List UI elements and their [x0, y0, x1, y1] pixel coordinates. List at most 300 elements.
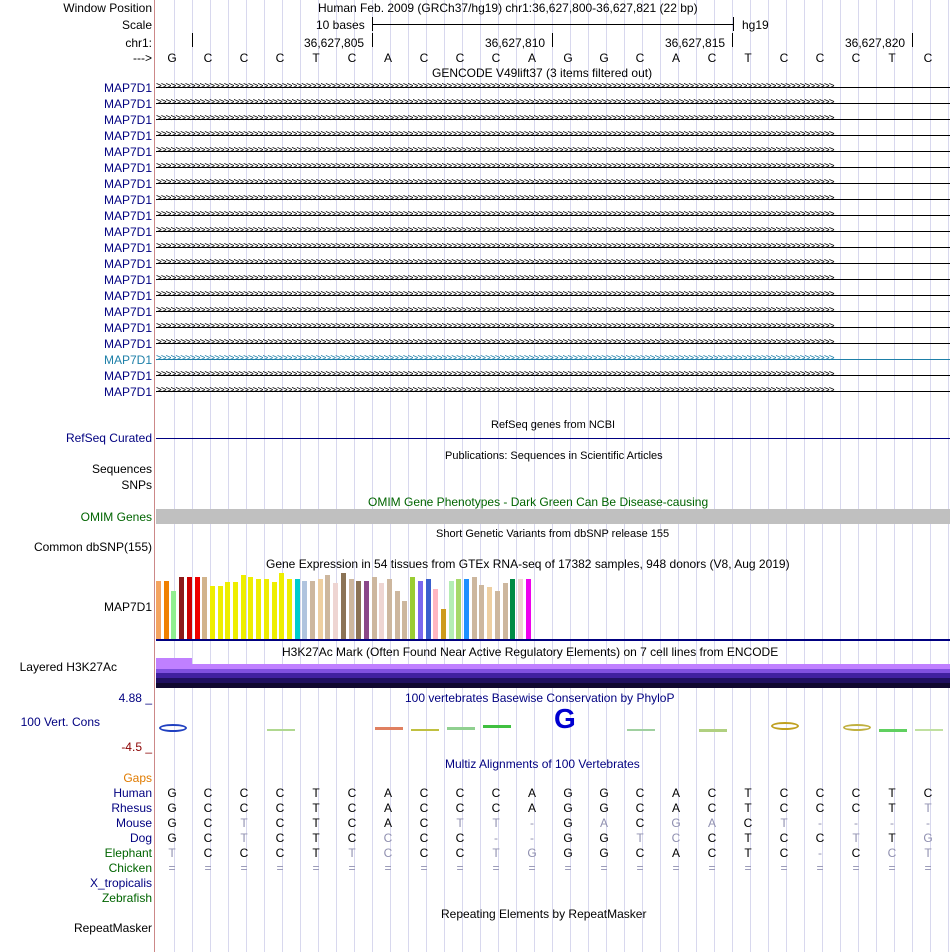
repeatmasker-label[interactable]: RepeatMasker: [73, 921, 152, 935]
grid-line: [732, 0, 733, 952]
window-position-label: Window Position: [63, 1, 152, 15]
scale-right-tick: [733, 17, 734, 31]
reference-base: C: [203, 51, 213, 65]
gencode-transcript-label[interactable]: MAP7D1: [103, 209, 152, 223]
multiz-base: T: [852, 831, 860, 845]
phylop-title: 100 vertebrates Basewise Conservation by PhyloP: [405, 691, 675, 705]
multiz-species-label[interactable]: X_tropicalis: [89, 876, 152, 890]
ruler-tick: [372, 33, 373, 47]
phylop-logo-letter: [267, 729, 295, 731]
gencode-strand-arrows: >>>>>>>>>>>>>>>>>>>>>>>>>>>>>>>>>>>>>>>>>>>>>>>>>>>>>>>>>>>>>>>>>>>>>>>>>>>>>>>>>>>>>>>>>>>>>>>>>>>>>>>>>>>>>>>>>>>>>>>>>>>>>>>>>>>>>>>>>>>>: [156, 241, 834, 252]
multiz-base: -: [494, 831, 498, 845]
grid-line: [768, 0, 769, 952]
gtex-tissue-bar[interactable]: [164, 581, 169, 639]
multiz-base: -: [854, 816, 858, 830]
multiz-base: C: [635, 801, 645, 815]
phylop-min-label: -4.5 _: [121, 740, 152, 754]
gtex-tissue-bar[interactable]: [472, 577, 477, 639]
gtex-tissue-bar[interactable]: [318, 579, 323, 639]
gencode-transcript-label[interactable]: MAP7D1: [103, 225, 152, 239]
multiz-base: T: [924, 846, 932, 860]
gtex-tissue-bar[interactable]: [356, 581, 361, 639]
gtex-tissue-bar[interactable]: [379, 583, 384, 639]
gencode-strand-arrows: >>>>>>>>>>>>>>>>>>>>>>>>>>>>>>>>>>>>>>>>>>>>>>>>>>>>>>>>>>>>>>>>>>>>>>>>>>>>>>>>>>>>>>>>>>>>>>>>>>>>>>>>>>>>>>>>>>>>>>>>>>>>>>>>>>>>>>>>>>>>: [156, 145, 834, 156]
gtex-tissue-bar[interactable]: [495, 591, 500, 639]
gencode-transcript-label[interactable]: MAP7D1: [103, 337, 152, 351]
grid-line: [624, 0, 625, 952]
gtex-tissue-bar[interactable]: [487, 587, 492, 639]
gencode-transcript-label[interactable]: MAP7D1: [103, 145, 152, 159]
multiz-base: T: [240, 816, 248, 830]
gtex-tissue-bar[interactable]: [341, 573, 346, 639]
gtex-tissue-bar[interactable]: [387, 579, 392, 639]
phylop-max-label: 4.88 _: [118, 691, 152, 705]
multiz-base: =: [276, 861, 284, 875]
reference-base: C: [275, 51, 285, 65]
multiz-base: C: [707, 801, 717, 815]
multiz-base: =: [528, 861, 536, 875]
publications-snps-label[interactable]: SNPs: [121, 478, 152, 492]
multiz-base: C: [347, 801, 357, 815]
grid-line: [192, 0, 193, 952]
phylop-logo-letter: [159, 724, 187, 732]
multiz-base: C: [851, 786, 861, 800]
multiz-base: -: [530, 816, 534, 830]
gtex-tissue-bar[interactable]: [402, 601, 407, 639]
reference-base: T: [888, 51, 896, 65]
multiz-base: C: [383, 846, 393, 860]
gtex-tissue-bar[interactable]: [433, 589, 438, 639]
gtex-tissue-bar[interactable]: [364, 581, 369, 639]
gtex-tissue-bar[interactable]: [156, 581, 161, 639]
reference-base: C: [815, 51, 825, 65]
multiz-base: A: [527, 786, 536, 800]
reference-base: A: [671, 51, 680, 65]
multiz-base: C: [419, 816, 429, 830]
multiz-species-label[interactable]: Dog: [129, 831, 152, 845]
multiz-base: G: [563, 801, 573, 815]
multiz-base: C: [635, 846, 645, 860]
multiz-base: C: [239, 786, 249, 800]
phylop-logo-letter: [447, 727, 475, 730]
multiz-base: C: [923, 786, 933, 800]
phylop-logo-letter: [879, 729, 907, 732]
multiz-base: =: [348, 861, 356, 875]
multiz-base: C: [455, 831, 465, 845]
gencode-strand-arrows: >>>>>>>>>>>>>>>>>>>>>>>>>>>>>>>>>>>>>>>>>>>>>>>>>>>>>>>>>>>>>>>>>>>>>>>>>>>>>>>>>>>>>>>>>>>>>>>>>>>>>>>>>>>>>>>>>>>>>>>>>>>>>>>>>>>>>>>>>>>>: [156, 81, 834, 92]
multiz-base: T: [888, 801, 896, 815]
multiz-base: -: [818, 816, 822, 830]
reference-base: C: [347, 51, 357, 65]
multiz-base: A: [671, 786, 680, 800]
gtex-tissue-bar[interactable]: [410, 577, 415, 639]
gtex-tissue-bar[interactable]: [256, 579, 261, 639]
gencode-strand-arrows: >>>>>>>>>>>>>>>>>>>>>>>>>>>>>>>>>>>>>>>>>>>>>>>>>>>>>>>>>>>>>>>>>>>>>>>>>>>>>>>>>>>>>>>>>>>>>>>>>>>>>>>>>>>>>>>>>>>>>>>>>>>>>>>>>>>>>>>>>>>>: [156, 289, 834, 300]
multiz-base: C: [275, 801, 285, 815]
multiz-base: C: [347, 786, 357, 800]
reference-base: G: [563, 51, 573, 65]
multiz-base: -: [530, 831, 534, 845]
multiz-base: C: [455, 846, 465, 860]
grid-line: [660, 0, 661, 952]
multiz-base: =: [312, 861, 320, 875]
grid-line: [840, 0, 841, 952]
gtex-tissue-bar[interactable]: [441, 609, 446, 639]
multiz-base: =: [816, 861, 824, 875]
gtex-tissue-bar[interactable]: [518, 579, 523, 639]
gtex-tissue-bar[interactable]: [195, 577, 200, 639]
multiz-base: A: [527, 801, 536, 815]
multiz-base: C: [347, 831, 357, 845]
multiz-base: T: [744, 831, 752, 845]
multiz-base: G: [599, 846, 609, 860]
gtex-tissue-bar[interactable]: [449, 581, 454, 639]
ruler-tick: [912, 33, 913, 47]
multiz-base: C: [887, 846, 897, 860]
dbsnp-label[interactable]: Common dbSNP(155): [33, 540, 152, 554]
multiz-base: T: [312, 816, 320, 830]
reference-base: C: [779, 51, 789, 65]
refseq-feature[interactable]: [156, 438, 950, 439]
grid-line: [948, 0, 949, 952]
multiz-base: T: [780, 816, 788, 830]
multiz-title: Multiz Alignments of 100 Vertebrates: [445, 757, 640, 771]
multiz-base: T: [744, 801, 752, 815]
reference-base: T: [744, 51, 752, 65]
multiz-base: C: [275, 846, 285, 860]
publications-title: Publications: Sequences in Scientific Articles: [445, 450, 663, 462]
gtex-tissue-bar[interactable]: [503, 583, 508, 639]
multiz-base: C: [635, 816, 645, 830]
multiz-base: G: [563, 786, 573, 800]
multiz-base: =: [420, 861, 428, 875]
multiz-base: =: [384, 861, 392, 875]
gencode-transcript-label[interactable]: MAP7D1: [103, 97, 152, 111]
multiz-base: G: [167, 831, 177, 845]
multiz-base: A: [383, 801, 392, 815]
multiz-base: =: [168, 861, 176, 875]
gtex-tissue-bar[interactable]: [187, 577, 192, 639]
multiz-base: =: [888, 861, 896, 875]
reference-base: G: [599, 51, 609, 65]
multiz-base: C: [419, 846, 429, 860]
multiz-base: C: [707, 786, 717, 800]
gencode-title: GENCODE V49lift37 (3 items filtered out): [432, 66, 653, 80]
multiz-base: G: [563, 816, 573, 830]
reference-base: C: [707, 51, 717, 65]
grid-line: [696, 0, 697, 952]
gencode-transcript-label[interactable]: MAP7D1: [103, 289, 152, 303]
grid-line: [480, 0, 481, 952]
gencode-transcript-label[interactable]: MAP7D1: [103, 113, 152, 127]
gencode-strand-arrows: >>>>>>>>>>>>>>>>>>>>>>>>>>>>>>>>>>>>>>>>>>>>>>>>>>>>>>>>>>>>>>>>>>>>>>>>>>>>>>>>>>>>>>>>>>>>>>>>>>>>>>>>>>>>>>>>>>>>>>>>>>>>>>>>>>>>>>>>>>>>: [156, 353, 834, 364]
multiz-base: C: [203, 846, 213, 860]
phylop-logo-letter: [483, 725, 511, 728]
gtex-tissue-bar[interactable]: [510, 579, 515, 639]
h3k27ac-layer: [156, 683, 950, 688]
multiz-species-label[interactable]: Mouse: [115, 816, 152, 830]
gtex-baseline: [156, 639, 950, 641]
multiz-base: C: [779, 786, 789, 800]
gtex-tissue-bar[interactable]: [295, 579, 300, 639]
gencode-transcript-label[interactable]: MAP7D1: [103, 273, 152, 287]
gtex-tissue-bar[interactable]: [479, 585, 484, 639]
gencode-strand-arrows: >>>>>>>>>>>>>>>>>>>>>>>>>>>>>>>>>>>>>>>>>>>>>>>>>>>>>>>>>>>>>>>>>>>>>>>>>>>>>>>>>>>>>>>>>>>>>>>>>>>>>>>>>>>>>>>>>>>>>>>>>>>>>>>>>>>>>>>>>>>>: [156, 113, 834, 124]
multiz-base: G: [527, 846, 537, 860]
multiz-base: C: [239, 846, 249, 860]
multiz-base: =: [636, 861, 644, 875]
gtex-tissue-bar[interactable]: [372, 577, 377, 639]
multiz-base: C: [203, 816, 213, 830]
multiz-base: T: [168, 846, 176, 860]
grid-line: [912, 0, 913, 952]
multiz-base: -: [926, 816, 930, 830]
ruler-tick-label: 36,627,815: [665, 36, 726, 50]
reference-base: C: [851, 51, 861, 65]
gencode-transcript-label[interactable]: MAP7D1: [103, 369, 152, 383]
reference-base: G: [167, 51, 177, 65]
grid-line: [228, 0, 229, 952]
gencode-transcript-label[interactable]: MAP7D1: [103, 353, 152, 367]
gtex-tissue-bar[interactable]: [210, 586, 215, 639]
reference-base: A: [383, 51, 392, 65]
multiz-base: G: [167, 801, 177, 815]
gencode-strand-arrows: >>>>>>>>>>>>>>>>>>>>>>>>>>>>>>>>>>>>>>>>>>>>>>>>>>>>>>>>>>>>>>>>>>>>>>>>>>>>>>>>>>>>>>>>>>>>>>>>>>>>>>>>>>>>>>>>>>>>>>>>>>>>>>>>>>>>>>>>>>>>: [156, 209, 834, 220]
multiz-base: A: [383, 786, 392, 800]
omim-label[interactable]: OMIM Genes: [80, 510, 152, 524]
reference-base: C: [419, 51, 429, 65]
gencode-strand-arrows: >>>>>>>>>>>>>>>>>>>>>>>>>>>>>>>>>>>>>>>>>>>>>>>>>>>>>>>>>>>>>>>>>>>>>>>>>>>>>>>>>>>>>>>>>>>>>>>>>>>>>>>>>>>>>>>>>>>>>>>>>>>>>>>>>>>>>>>>>>>>: [156, 129, 834, 140]
multiz-base: =: [672, 861, 680, 875]
strand-label: --->: [133, 51, 152, 65]
multiz-base: T: [312, 801, 320, 815]
gtex-tissue-bar[interactable]: [279, 573, 284, 639]
multiz-species-label[interactable]: Zebrafish: [101, 891, 152, 905]
multiz-base: G: [167, 786, 177, 800]
multiz-base: C: [851, 801, 861, 815]
multiz-base: T: [312, 786, 320, 800]
multiz-base: =: [240, 861, 248, 875]
multiz-base: =: [204, 861, 212, 875]
gtex-tissue-bar[interactable]: [272, 582, 277, 639]
gtex-tissue-bar[interactable]: [310, 581, 315, 639]
multiz-base: =: [744, 861, 752, 875]
phylop-logo-letter: [411, 729, 439, 731]
gencode-transcript-label[interactable]: MAP7D1: [103, 305, 152, 319]
multiz-base: C: [635, 786, 645, 800]
gencode-strand-arrows: >>>>>>>>>>>>>>>>>>>>>>>>>>>>>>>>>>>>>>>>>>>>>>>>>>>>>>>>>>>>>>>>>>>>>>>>>>>>>>>>>>>>>>>>>>>>>>>>>>>>>>>>>>>>>>>>>>>>>>>>>>>>>>>>>>>>>>>>>>>>: [156, 97, 834, 108]
multiz-base: =: [852, 861, 860, 875]
scale-text: 10 bases: [316, 18, 365, 32]
multiz-base: T: [744, 786, 752, 800]
phylop-logo-letter: [771, 722, 799, 730]
multiz-base: T: [636, 831, 644, 845]
multiz-base: C: [419, 786, 429, 800]
gtex-tissue-bar[interactable]: [333, 583, 338, 639]
multiz-base: A: [707, 816, 716, 830]
multiz-base: C: [707, 846, 717, 860]
refseq-label[interactable]: RefSeq Curated: [65, 431, 152, 445]
multiz-base: T: [312, 846, 320, 860]
multiz-base: C: [275, 816, 285, 830]
multiz-base: G: [167, 816, 177, 830]
gencode-strand-arrows: >>>>>>>>>>>>>>>>>>>>>>>>>>>>>>>>>>>>>>>>>>>>>>>>>>>>>>>>>>>>>>>>>>>>>>>>>>>>>>>>>>>>>>>>>>>>>>>>>>>>>>>>>>>>>>>>>>>>>>>>>>>>>>>>>>>>>>>>>>>>: [156, 161, 834, 172]
multiz-base: T: [888, 831, 896, 845]
multiz-base: C: [671, 831, 681, 845]
multiz-base: C: [455, 786, 465, 800]
multiz-base: G: [671, 816, 681, 830]
multiz-base: C: [851, 846, 861, 860]
gencode-strand-arrows: >>>>>>>>>>>>>>>>>>>>>>>>>>>>>>>>>>>>>>>>>>>>>>>>>>>>>>>>>>>>>>>>>>>>>>>>>>>>>>>>>>>>>>>>>>>>>>>>>>>>>>>>>>>>>>>>>>>>>>>>>>>>>>>>>>>>>>>>>>>>: [156, 321, 834, 332]
reference-base: C: [635, 51, 645, 65]
grid-line: [336, 0, 337, 952]
phylop-logo-letter: [627, 729, 655, 731]
phylop-logo-letter: [843, 724, 871, 731]
multiz-base: T: [924, 801, 932, 815]
gtex-tissue-bar[interactable]: [349, 579, 354, 639]
ruler-tick-label: 36,627,820: [845, 36, 906, 50]
multiz-base: T: [312, 831, 320, 845]
multiz-base: C: [491, 786, 501, 800]
gencode-strand-arrows: >>>>>>>>>>>>>>>>>>>>>>>>>>>>>>>>>>>>>>>>>>>>>>>>>>>>>>>>>>>>>>>>>>>>>>>>>>>>>>>>>>>>>>>>>>>>>>>>>>>>>>>>>>>>>>>>>>>>>>>>>>>>>>>>>>>>>>>>>>>>: [156, 193, 834, 204]
multiz-species-label[interactable]: Human: [113, 786, 152, 800]
multiz-base: T: [348, 846, 356, 860]
gtex-tissue-bar[interactable]: [464, 579, 469, 639]
multiz-base: -: [818, 846, 822, 860]
phylop-logo-letter: [915, 729, 943, 731]
reference-base: C: [491, 51, 501, 65]
multiz-species-label[interactable]: Elephant: [104, 846, 152, 860]
phylop-label[interactable]: 100 Vert. Cons: [20, 715, 100, 729]
multiz-base: C: [707, 831, 717, 845]
gencode-transcript-label[interactable]: MAP7D1: [103, 161, 152, 175]
gencode-transcript-label[interactable]: MAP7D1: [103, 177, 152, 191]
gtex-tissue-bar[interactable]: [287, 579, 292, 639]
phylop-logo-letter: [375, 727, 403, 730]
multiz-base: =: [924, 861, 932, 875]
dbsnp-title: Short Genetic Variants from dbSNP release 155: [436, 528, 670, 540]
gtex-tissue-bar[interactable]: [241, 575, 246, 639]
ruler-tick: [192, 33, 193, 47]
multiz-base: G: [563, 831, 573, 845]
multiz-base: T: [492, 846, 500, 860]
gtex-label[interactable]: MAP7D1: [103, 600, 152, 614]
gtex-tissue-bar[interactable]: [302, 581, 307, 639]
grid-line: [552, 0, 553, 952]
scale-bar: [372, 24, 733, 25]
multiz-species-label[interactable]: Rhesus: [111, 801, 152, 815]
grid-line: [300, 0, 301, 952]
multiz-base: C: [815, 786, 825, 800]
multiz-base: A: [383, 816, 392, 830]
ruler-tick: [732, 33, 733, 47]
gtex-tissue-bar[interactable]: [426, 579, 431, 639]
multiz-base: =: [564, 861, 572, 875]
multiz-base: C: [815, 831, 825, 845]
multiz-species-label[interactable]: Chicken: [108, 861, 152, 875]
h3k27ac-label[interactable]: Layered H3K27Ac: [19, 660, 117, 674]
scale-label: Scale: [121, 18, 152, 32]
ruler-tick-label: 36,627,810: [485, 36, 546, 50]
multiz-base: A: [671, 846, 680, 860]
multiz-base: =: [708, 861, 716, 875]
gtex-tissue-bar[interactable]: [456, 579, 461, 639]
omim-feature[interactable]: [156, 509, 950, 524]
grid-line: [372, 0, 373, 952]
gencode-transcript-label[interactable]: MAP7D1: [103, 193, 152, 207]
grid-line: [588, 0, 589, 952]
multiz-base: C: [491, 801, 501, 815]
multiz-base: C: [419, 801, 429, 815]
gencode-strand-arrows: >>>>>>>>>>>>>>>>>>>>>>>>>>>>>>>>>>>>>>>>>>>>>>>>>>>>>>>>>>>>>>>>>>>>>>>>>>>>>>>>>>>>>>>>>>>>>>>>>>>>>>>>>>>>>>>>>>>>>>>>>>>>>>>>>>>>>>>>>>>>: [156, 273, 834, 284]
multiz-base: =: [600, 861, 608, 875]
multiz-base: C: [455, 801, 465, 815]
grid-line: [876, 0, 877, 952]
multiz-base: G: [563, 846, 573, 860]
grid-line: [408, 0, 409, 952]
multiz-base: C: [743, 816, 753, 830]
multiz-base: C: [779, 801, 789, 815]
gencode-transcript-label[interactable]: MAP7D1: [103, 81, 152, 95]
multiz-base: G: [599, 831, 609, 845]
gtex-tissue-bar[interactable]: [202, 577, 207, 639]
gencode-transcript-label[interactable]: MAP7D1: [103, 129, 152, 143]
gtex-tissue-bar[interactable]: [418, 581, 423, 639]
gencode-transcript-label[interactable]: MAP7D1: [103, 241, 152, 255]
gtex-tissue-bar[interactable]: [225, 582, 230, 639]
gtex-tissue-bar[interactable]: [526, 579, 531, 639]
multiz-base: C: [239, 801, 249, 815]
gencode-strand-arrows: >>>>>>>>>>>>>>>>>>>>>>>>>>>>>>>>>>>>>>>>>>>>>>>>>>>>>>>>>>>>>>>>>>>>>>>>>>>>>>>>>>>>>>>>>>>>>>>>>>>>>>>>>>>>>>>>>>>>>>>>>>>>>>>>>>>>>>>>>>>>: [156, 385, 834, 396]
ruler-tick: [552, 33, 553, 47]
gtex-tissue-bar[interactable]: [264, 579, 269, 639]
refseq-title: RefSeq genes from NCBI: [491, 419, 616, 431]
gencode-transcript-label[interactable]: MAP7D1: [103, 385, 152, 399]
multiz-base: C: [383, 831, 393, 845]
gtex-tissue-bar[interactable]: [325, 575, 330, 639]
multiz-base: T: [456, 816, 464, 830]
phylop-logo-G: G: [554, 703, 576, 734]
multiz-base: T: [492, 816, 500, 830]
multiz-base: T: [888, 786, 896, 800]
gtex-tissue-bar[interactable]: [179, 577, 184, 639]
assembly-title: Human Feb. 2009 (GRCh37/hg19) chr1:36,627,800-36,627,821 (22 bp): [318, 1, 698, 15]
multiz-base: C: [779, 831, 789, 845]
gtex-tissue-bar[interactable]: [218, 586, 223, 639]
ruler-tick-label: 36,627,805: [304, 36, 365, 50]
grid-line: [264, 0, 265, 952]
gencode-transcript-label[interactable]: MAP7D1: [103, 321, 152, 335]
multiz-base: C: [203, 801, 213, 815]
multiz-base: G: [923, 831, 933, 845]
gtex-tissue-bar[interactable]: [171, 591, 176, 639]
gtex-tissue-bar[interactable]: [248, 577, 253, 639]
gencode-transcript-label[interactable]: MAP7D1: [103, 257, 152, 271]
gtex-tissue-bar[interactable]: [395, 591, 400, 639]
multiz-base: =: [780, 861, 788, 875]
gencode-strand-arrows: >>>>>>>>>>>>>>>>>>>>>>>>>>>>>>>>>>>>>>>>>>>>>>>>>>>>>>>>>>>>>>>>>>>>>>>>>>>>>>>>>>>>>>>>>>>>>>>>>>>>>>>>>>>>>>>>>>>>>>>>>>>>>>>>>>>>>>>>>>>>: [156, 177, 834, 188]
phylop-logo-letter: [699, 729, 727, 732]
grid-line: [804, 0, 805, 952]
multiz-base: A: [671, 801, 680, 815]
chrom-label: chr1:: [125, 36, 152, 50]
reference-base: C: [923, 51, 933, 65]
gtex-tissue-bar[interactable]: [233, 582, 238, 639]
multiz-base: C: [203, 786, 213, 800]
publications-sequences-label[interactable]: Sequences: [91, 462, 152, 476]
gencode-strand-arrows: >>>>>>>>>>>>>>>>>>>>>>>>>>>>>>>>>>>>>>>>>>>>>>>>>>>>>>>>>>>>>>>>>>>>>>>>>>>>>>>>>>>>>>>>>>>>>>>>>>>>>>>>>>>>>>>>>>>>>>>>>>>>>>>>>>>>>>>>>>>>: [156, 225, 834, 236]
gencode-strand-arrows: >>>>>>>>>>>>>>>>>>>>>>>>>>>>>>>>>>>>>>>>>>>>>>>>>>>>>>>>>>>>>>>>>>>>>>>>>>>>>>>>>>>>>>>>>>>>>>>>>>>>>>>>>>>>>>>>>>>>>>>>>>>>>>>>>>>>>>>>>>>>: [156, 257, 834, 268]
